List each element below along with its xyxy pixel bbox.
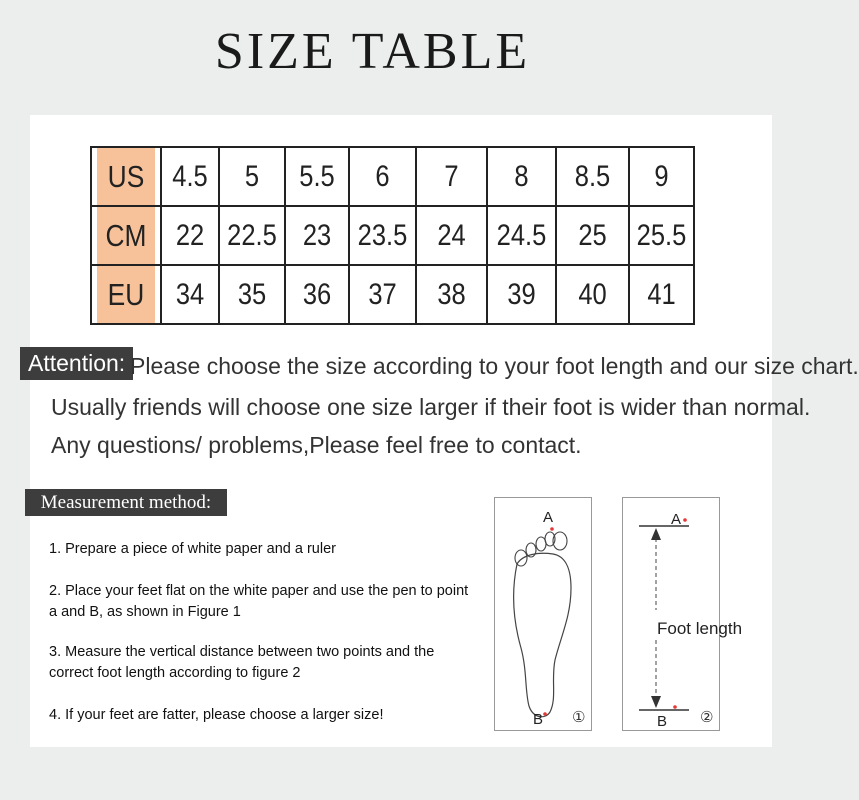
size-cell: 9	[634, 147, 689, 206]
attention-line-1: Please choose the size according to your foot length and our size chart.	[130, 353, 859, 379]
size-cell: 23	[290, 206, 344, 265]
size-cell: 37	[354, 265, 411, 324]
size-row-cm	[91, 206, 694, 265]
figure2-number: ②	[700, 708, 714, 726]
measurement-step-4: 4. If your feet are fatter, please choose a larger size!	[49, 707, 384, 723]
size-cell: 40	[561, 265, 623, 324]
foot-length-label: Foot length	[657, 619, 743, 638]
figure2-point-a: A	[671, 511, 682, 528]
size-table	[90, 146, 695, 325]
figure1-point-b: B	[533, 711, 544, 728]
size-cell: 23.5	[354, 206, 411, 265]
size-cell: 25	[561, 206, 623, 265]
measurement-step-1: 1. Prepare a piece of white paper and a ruler	[49, 541, 336, 557]
size-cell: 24	[421, 206, 481, 265]
size-cell: 22.5	[224, 206, 280, 265]
foot-outline-icon	[495, 498, 591, 730]
point-b-marker	[673, 705, 677, 709]
figure-1-foot	[494, 497, 592, 731]
page-title: SIZE TABLE	[214, 23, 531, 80]
measurement-badge: Measurement method:	[25, 489, 227, 516]
size-row-eu	[91, 265, 694, 324]
row-header: US	[96, 147, 156, 206]
size-cell: 38	[421, 265, 481, 324]
row-header: CM	[96, 206, 156, 265]
size-cell: 39	[492, 265, 551, 324]
size-cell: 7	[421, 147, 481, 206]
size-cell: 8.5	[561, 147, 623, 206]
measurement-step-2: 2. Place your feet flat on the white paper and use the pen to point a and B, as shown in Figure 1	[49, 583, 469, 620]
figure-2-measure	[622, 497, 743, 731]
size-cell: 24.5	[492, 206, 551, 265]
measurement-step-3: 3. Measure the vertical distance between two points and the correct foot length according to figure 2	[49, 644, 435, 681]
size-cell: 35	[224, 265, 280, 324]
point-b-marker	[543, 712, 547, 716]
figure2-point-b: B	[657, 713, 668, 730]
size-cell: 34	[165, 265, 214, 324]
attention-badge: Attention:	[20, 347, 133, 380]
size-cell: 41	[634, 265, 689, 324]
size-cell: 25.5	[634, 206, 689, 265]
size-cell: 8	[492, 147, 551, 206]
size-cell: 6	[354, 147, 411, 206]
arrow-down-icon	[651, 696, 661, 708]
arrow-up-icon	[651, 528, 661, 540]
attention-line-3: Any questions/ problems,Please feel free to contact.	[51, 432, 582, 458]
foot-length-diagram	[623, 498, 743, 730]
size-cell: 5.5	[290, 147, 344, 206]
size-cell: 36	[290, 265, 344, 324]
size-cell: 5	[224, 147, 280, 206]
row-header: EU	[96, 265, 156, 324]
point-a-marker	[550, 527, 554, 531]
point-a-marker	[683, 518, 687, 522]
size-cell: 4.5	[165, 147, 214, 206]
size-row-us	[91, 147, 694, 206]
attention-line-2: Usually friends will choose one size larger if their foot is wider than normal.	[51, 394, 811, 420]
figure1-point-a: A	[543, 509, 554, 526]
size-cell: 22	[165, 206, 214, 265]
figure1-number: ①	[572, 708, 586, 726]
